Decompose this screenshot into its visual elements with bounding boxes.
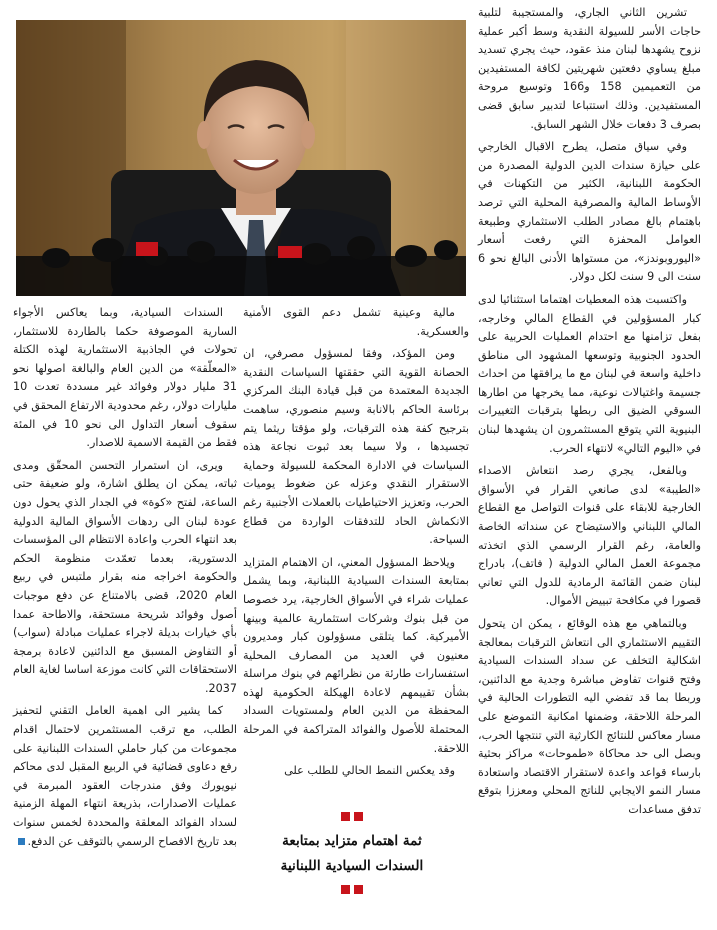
paragraph: ويرى، ان استمرار التحسن المحقّق ومدى ثباته، يمكن ان يطلق اشارة، ولو ضعيفة حتى الساعة، لفتح «كوة» في الجدار الذي يحول دون عودة لبنان الى ردهات الأسواق المالية الدولية بعد انتهاء الحرب واعادة الانتظام الى المؤسسات الدستورية، بعدما تعمّدت منظومة الحكم والحكومة اخراجه منه بقرار ملتبس في ربيع العام 2020، قضى بالامتناع عن دفع موجبات أصول وفوائد شريحة مستحقة، والاطاحة عمدا بأي خيارات بديلة لاجراء عمليات مبادلة (سواب) أو التفاوض المسبق مع الدائنين لاعادة برمجة الاستحقاقات التي كانت موزعة اساسا لغاية العام 2037. <box>13 458 237 695</box>
paragraph: واكتسبت هذه المعطيات اهتماما استثنائيا لدى كبار المسؤولين في القطاع المالي وخارجه، بفعل تزامنها مع احتدام العمليات الحربية على الحدود الجنوبية وتوسعها المشهود الى مناطق داخلية واسعة في لبنان مع ما يرافقها من احداث جسيمة واغتيالات نوعية، مما يخرجها من اطارها السوقي الضيق الى ربطها بترقبات التغييرات البنيوية التي يتوقع المستثمرون ان يشهدها لبنان في «اليوم التالي» لانتهاء الحرب. <box>478 292 701 455</box>
pull-quote-line: السندات السيادية اللبنانية <box>280 858 424 874</box>
paragraph: وفي سياق متصل، يطرح الاقبال الخارجي على حيازة سندات الدين الدولية المصدرة من الحكومة اللبنانية، الكثير من التكهنات في الأوساط المالية والمصرفية المحلية التي ترصد باهتمام بالغ مصادر الطلب الاستثماري وطبيعة العوامل المحفزة التي رفعت أسعار «اليوروبوندز»، من مستواها الأدنى البالغ نحو 6 سنت الى 9 سنت لكل دولار. <box>478 140 701 284</box>
paragraph: وبالفعل، يجري رصد انتعاش الاصداء «الطيبة» لدى صانعي القرار في الأسواق الخارجية للابقاء على قنوات التواصل مع القطاع المالي اللبناني والاستيضاح عن سنداته الخاصة والعامة، رغم القرار الرسمي الذي اتخذته مجموعة العمل المالي الدولية ( فاتف)، بادراج لبنان ضمن القائمة الرمادية للدول التي تعاني قصورا في مكافحة تبييض الأموال. <box>478 464 701 608</box>
pull-quote-text <box>252 829 452 879</box>
paragraph: ويلاحظ المسؤول المعني، ان الاهتمام المتزايد بمتابعة السندات السيادية اللبنانية، وبما يشمل عمليات شراء في الأسواق الخارجية، يرد خصوصا من قبل بنوك وشركات استثمارية عالمية وبينها الأميركية. كما يتلقى مسؤولون كبار ومديرون معنيون في العديد من المصارف المحلية استفسارات طارئة من نظرائهم في بنوك مراسلة بشأن تقييمهم لاعادة الهيكلة الحكومية لهذه المحفظة من الدين العام ولمستويات السداد المحتملة للأصول والفوائد المتراكمة في المرحلة اللاحقة. <box>243 555 469 755</box>
end-of-article-icon <box>18 838 25 845</box>
paragraph: وقد يعكس النمط الحالي للطلب على <box>284 764 455 778</box>
article-column-middle <box>243 304 469 781</box>
pull-quote <box>252 812 452 924</box>
paragraph-text: كما يشير الى اهمية العامل التقني لتحفيز الطلب، مع ترقب المستثمرين لاحتمال اقدام مجموعات من كبار حاملي السندات اللبنانية على رفع دعاوى قضائية في الربيع المقبل لدى محاكم نيويورك وفق مندرجات العقود المبرمة في عمليات الاصدارات، بذريعة انتهاء المهلة الزمنية لسداد الفوائد المعلقة والمحددة لخمس سنوات بعد تاريخ الافصاح الرسمي بالتوقف عن الدفع. <box>13 704 237 848</box>
pull-quote-line: ثمة اهتمام متزايد بمتابعة <box>282 833 422 849</box>
paragraph: وبالتماهي مع هذه الوقائع ، يمكن ان يتحول التقييم الاستثماري الى انتعاش الترقبات بمعالجة اشكالية التخلف عن سداد السندات السيادية وفتح قنوات تفاوض مباشرة وجدية مع الدائنين، وربطا بما قد تفضي اليه التطورات الحالية في المرحلة اللاحقة، وضمنها امكانية التموضع على مسار معاكس للنتائج الكارثية التي تنتجها الحرب، وبصل الى حد محاكاة «طموحات» مراكز بحثية بارساء قواعد واعدة لاستقرار الاقتصاد واستعادة مسار النمو الايجابي للناتج المحلي ومعززا بتوقع تدفق مساعدات <box>478 617 701 816</box>
paragraph: ومن المؤكد، وفقا لمسؤول مصرفي، ان الحصانة القوية التي حققتها السياسات النقدية الجديدة المعتمدة من قبل قيادة البنك المركزي برئاسة الحاكم بالانابة وسيم منصوري، ساهمت بترجيح كفة هذه الترقبات، ولو مؤقتا ريثما يتم تجسيدها ، ولا سيما بعد ثبوت نجاعة هذه السياسات في الادارة المحكمة للسيولة وحماية الاستقرار النقدي وعزله عن ضغوط يوميات الحرب، وتعزيز الاحتياطيات بالعملات الأجنبية رغم الانكماش الحاد للتدفقات الواردة من قطاع السياحة. <box>243 347 469 547</box>
paragraph: السندات السيادية، وبما يعاكس الأجواء السارية الموصوفة حكما بالطاردة للاستثمار، تحولات في الجاذبية الاستثمارية لهذه الكتلة «المعلّقة» من الدين العام والبالغة اصولها نحو 31 مليار دولار وفوائد غير مسددة تعدت 10 مليارات دولار، رغم محدودية الارتفاع المحقق في سقوف أسعار التداول الى نحو 10 في المئة فقط من القيمة الاسمية للاصدار. <box>13 306 237 450</box>
portrait-photo <box>16 20 466 296</box>
quote-mark-icon <box>252 812 452 821</box>
quote-mark-icon <box>252 885 452 894</box>
paragraph <box>13 702 237 851</box>
paragraph: مالية وعينية تشمل دعم القوى الأمنية والعسكرية. <box>243 306 469 338</box>
article-column-right <box>478 4 701 820</box>
paragraph: تشرين الثاني الجاري، والمستجيبة لتلبية حاجات الأسر للسيولة النقدية وسط أكبر عملية نزوح يشهدها لبنان منذ عقود، حيث يجري تسديد مبلغ يساوي دفعتين شهريتين لكافة المستفيدين من التعميمين 158 و166 وتوسيع مروحة المستفيدين. وذلك استتباعا لتدبير سابق قضى بصرف 3 دفعات خلال الشهر السابق. <box>478 6 701 131</box>
article-column-left <box>13 304 237 851</box>
